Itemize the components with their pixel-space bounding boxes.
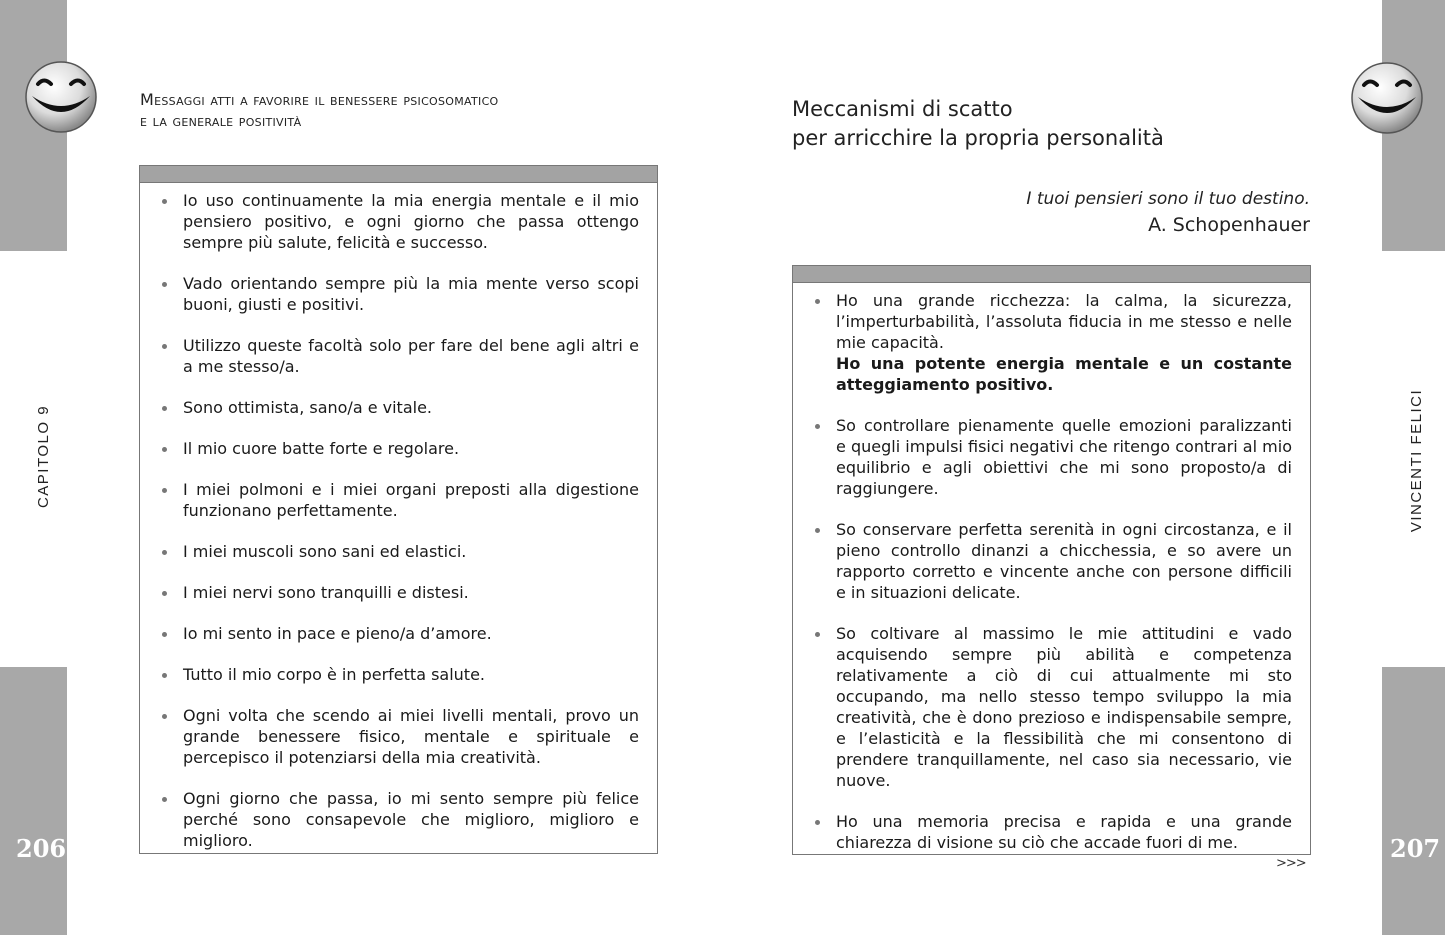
list-item: So coltivare al massimo le mie attitudini e vado acquisendo sempre più abilità e competenza relativamente a ciò di cui attualmente mi sto occupando, ma nello stesso tempo sviluppo la mia creatività, che è dono prezioso e indispensabile sempre, e l’elasticità e la flessibilità che mi consentono di prendere tranquillamente, nel caso sia necessario, vie nuove.	[836, 624, 1292, 790]
list-item: So conservare perfetta serenità in ogni circostanza, e il pieno controllo dinanzi a chicchessia, e so avere un rapporto corretto e vincente anche con persone difficili e in situazioni delicate.	[836, 520, 1292, 602]
list-item: So controllare pienamente quelle emozioni paralizzanti e quegli impulsi fisici negativi che ritengo contrari al mio equilibrio e agli obiettivi che mi sono proposto/a di raggiungere.	[836, 416, 1292, 498]
box-header-bar	[140, 166, 657, 183]
quote-text: I tuoi pensieri sono il tuo destino.	[1026, 189, 1310, 209]
left-bottom-tab	[0, 667, 67, 935]
list-item: Utilizzo queste facoltà solo per fare del bene agli altri e a me stesso/a.	[183, 336, 639, 376]
list-item: Ho una memoria precisa e rapida e una grande chiarezza di visione su ciò che accade fuori di me.	[836, 812, 1292, 852]
page-title-line1: Meccanismi di scatto	[792, 97, 1013, 121]
affirmation-list	[140, 183, 657, 851]
box-header-bar	[793, 266, 1310, 283]
page-number-right: 207	[1390, 834, 1441, 863]
left-affirmations-box	[139, 165, 658, 854]
book-label: VINCENTI FELICI	[1408, 388, 1426, 533]
page-title-line2: per arricchire la propria personalità	[792, 126, 1164, 150]
section-heading-line2: e la generale positività	[140, 111, 302, 130]
chapter-label: CAPITOLO 9	[35, 404, 53, 509]
list-item-bold: Ho una potente energia mentale e un costante atteggiamento positivo.	[836, 354, 1292, 394]
list-item: Ogni giorno che passa, io mi sento sempre più felice perché sono consapevole che miglioro, miglioro e miglioro.	[183, 789, 639, 850]
quote-author: A. Schopenhauer	[1148, 214, 1310, 236]
list-item: Vado orientando sempre più la mia mente verso scopi buoni, giusti e positivi.	[183, 274, 639, 314]
list-item: Io mi sento in pace e pieno/a d’amore.	[183, 623, 639, 644]
epigraph	[900, 186, 1310, 239]
section-heading-line1: Messaggi atti a favorire il benessere psicosomatico	[140, 90, 499, 109]
list-item: I miei polmoni e i miei organi preposti alla digestione funzionano perfettamente.	[183, 480, 639, 520]
affirmation-list	[793, 283, 1310, 853]
list-item: I miei muscoli sono sani ed elastici.	[183, 541, 639, 562]
continue-marker: >>>	[1276, 856, 1306, 871]
list-item: Tutto il mio corpo è in perfetta salute.	[183, 664, 639, 685]
list-item: I miei nervi sono tranquilli e distesi.	[183, 582, 639, 603]
list-item	[836, 290, 1292, 395]
smiley-icon	[1350, 61, 1424, 135]
list-item: Il mio cuore batte forte e regolare.	[183, 438, 639, 459]
list-item: Sono ottimista, sano/a e vitale.	[183, 397, 639, 418]
smiley-icon	[24, 60, 98, 134]
list-item: Ogni volta che scendo ai miei livelli mentali, provo un grande benessere fisico, mentale e spirituale e percepisco il potenziarsi della mia creatività.	[183, 706, 639, 767]
list-item: Io uso continuamente la mia energia mentale e il mio pensiero positivo, e ogni giorno che passa ottengo sempre più salute, felicità e successo.	[183, 191, 639, 252]
page-title	[792, 95, 1352, 153]
right-bottom-tab	[1382, 667, 1445, 935]
section-heading	[140, 89, 660, 131]
right-affirmations-box	[792, 265, 1311, 855]
page-number-left: 206	[16, 834, 67, 863]
list-item-text: Ho una grande ricchezza: la calma, la sicurezza, l’imperturbabilità, l’assoluta fiducia in me stesso e nelle mie capacità.	[836, 291, 1292, 352]
